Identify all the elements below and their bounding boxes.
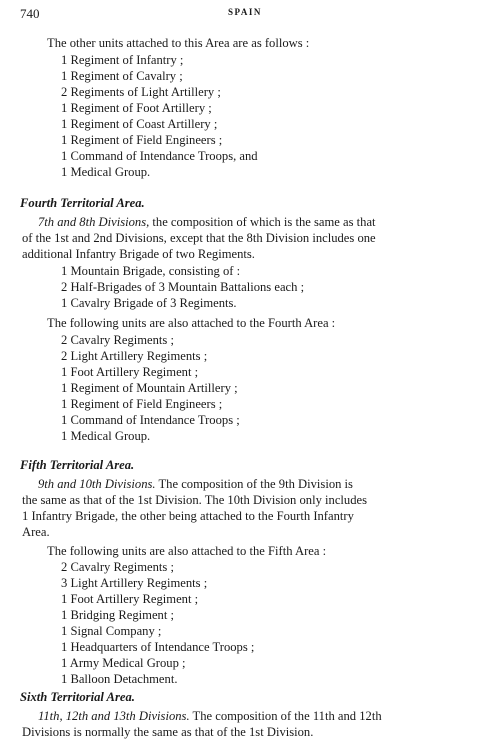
paragraph-text: the composition of which is the same as that: [149, 215, 376, 229]
list-item: 1 Mountain Brigade, consisting of :: [61, 264, 241, 278]
list-item: 1 Medical Group.: [61, 429, 151, 443]
paragraph-line: additional Infantry Brigade of two Regiments.: [22, 247, 255, 261]
list-item: 1 Regiment of Field Engineers ;: [61, 133, 223, 147]
paragraph-line: Divisions is normally the same as that of the 1st Division.: [22, 725, 314, 739]
list-item: 1 Command of Intendance Troops, and: [61, 149, 258, 163]
paragraph-line: Area.: [22, 525, 50, 539]
list-item: 1 Signal Company ;: [61, 624, 162, 638]
section5-intro: The following units are also attached to the Fifth Area :: [47, 544, 327, 558]
paragraph-line: of the 1st and 2nd Divisions, except that the 8th Division includes one: [22, 231, 376, 245]
list-item: 1 Regiment of Field Engineers ;: [61, 397, 223, 411]
list-item: 1 Foot Artillery Regiment ;: [61, 592, 199, 606]
list-item: 1 Foot Artillery Regiment ;: [61, 365, 199, 379]
list-item: 1 Cavalry Brigade of 3 Regiments.: [61, 296, 237, 310]
list-item: 1 Bridging Regiment ;: [61, 608, 174, 622]
list-item: 3 Light Artillery Regiments ;: [61, 576, 208, 590]
section-heading-fourth-area: Fourth Territorial Area.: [20, 196, 145, 210]
list-item: 1 Regiment of Mountain Artillery ;: [61, 381, 238, 395]
section4-intro: The following units are also attached to the Fourth Area :: [47, 316, 336, 330]
paragraph-line: the same as that of the 1st Division. The 10th Division only includes: [22, 493, 368, 507]
paragraph-text: The composition of the 11th and 12th: [189, 709, 382, 723]
list-item: 1 Regiment of Infantry ;: [61, 53, 184, 67]
list-item: 2 Regiments of Light Artillery ;: [61, 85, 221, 99]
page-number: 740: [20, 6, 40, 21]
paragraph-line: [38, 214, 376, 230]
paragraph-line: [38, 708, 382, 724]
list-item: 1 Regiment of Coast Artillery ;: [61, 117, 218, 131]
list-item: 1 Regiment of Cavalry ;: [61, 69, 183, 83]
list-item: 1 Army Medical Group ;: [61, 656, 186, 670]
list-item: 2 Light Artillery Regiments ;: [61, 349, 208, 363]
list-item: 1 Command of Intendance Troops ;: [61, 413, 240, 427]
paragraph-text: The composition of the 9th Division is: [155, 477, 353, 491]
list-item: 1 Regiment of Foot Artillery ;: [61, 101, 212, 115]
paragraph-lead: 7th and 8th Divisions,: [38, 215, 150, 229]
paragraph-line: 1 Infantry Brigade, the other being attached to the Fourth Infantry: [22, 509, 354, 523]
list-item: 2 Cavalry Regiments ;: [61, 560, 174, 574]
section-heading-fifth-area: Fifth Territorial Area.: [20, 458, 135, 472]
section-heading-sixth-area: Sixth Territorial Area.: [20, 690, 135, 704]
paragraph-line: [38, 476, 353, 492]
section3-intro: The other units attached to this Area are as follows :: [47, 36, 310, 50]
page-header: [0, 4, 498, 20]
paragraph-lead: 11th, 12th and 13th Divisions.: [38, 709, 190, 723]
list-item: 2 Half-Brigades of 3 Mountain Battalions each ;: [61, 280, 305, 294]
running-head: SPAIN: [228, 7, 262, 17]
list-item: 1 Headquarters of Intendance Troops ;: [61, 640, 255, 654]
list-item: 1 Medical Group.: [61, 165, 151, 179]
paragraph-lead: 9th and 10th Divisions.: [38, 477, 156, 491]
list-item: 2 Cavalry Regiments ;: [61, 333, 174, 347]
list-item: 1 Balloon Detachment.: [61, 672, 178, 686]
